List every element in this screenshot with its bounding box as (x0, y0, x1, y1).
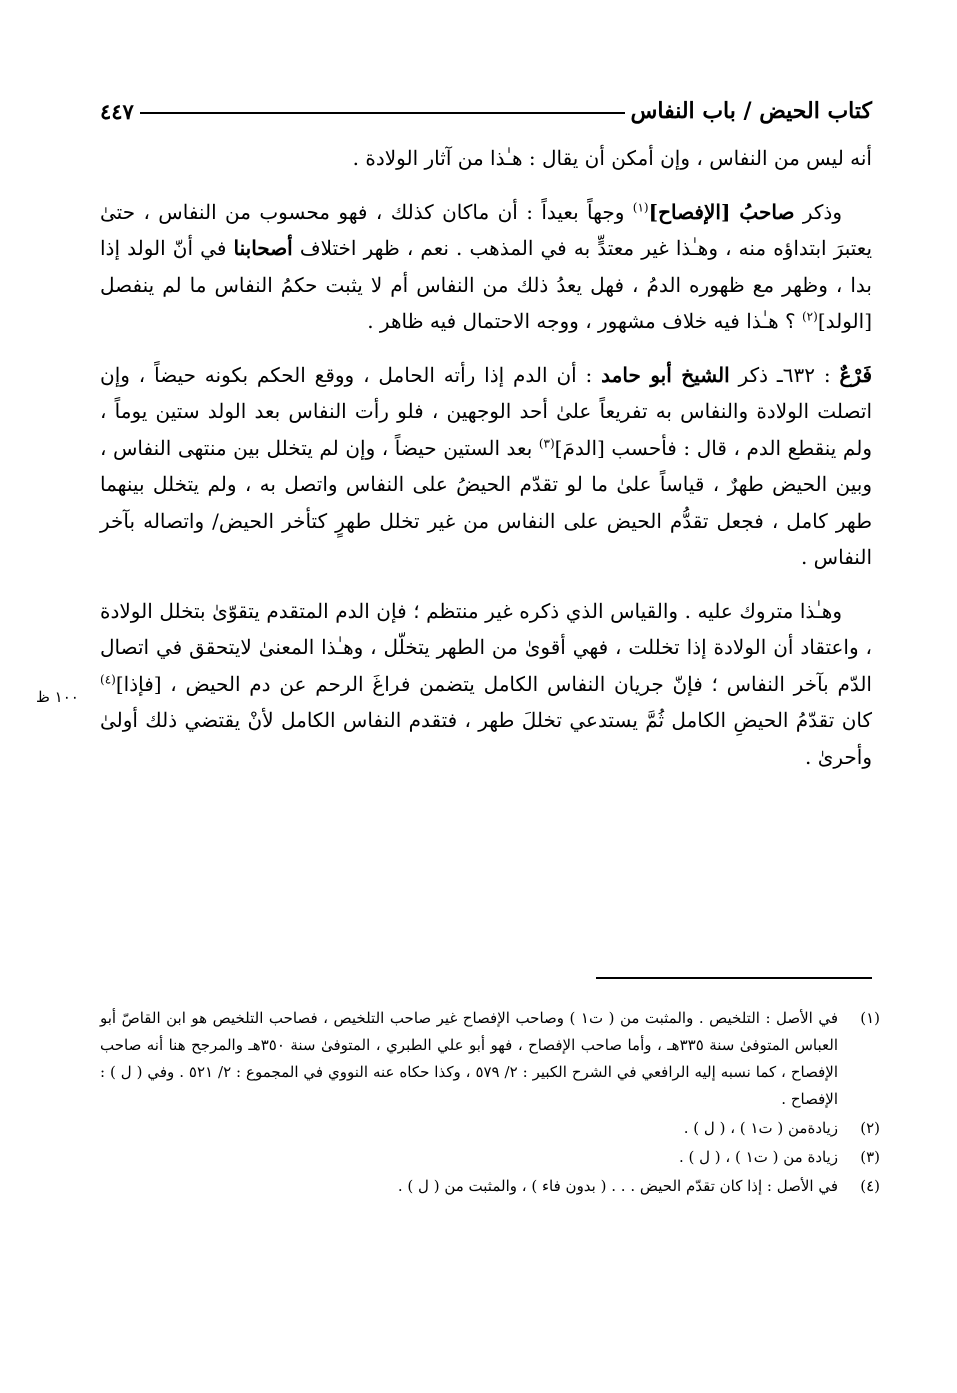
p2-bold-author: صاحبُ [الإفصاح] (648, 199, 795, 224)
p2-text-c: وجهاً بعيداً : أن ماكان كذلك ، فهو محسوب من النفاس ، حتىٰ يعتبرَ ابتداؤه منه ، وهـٰذا غير معتدٍّ به في المذهب . نعم ، ظهر اختلاف (100, 199, 873, 260)
paragraph-1 (100, 140, 872, 177)
p2-text-a: وذكر (794, 199, 842, 224)
footnote-text: زيادةمن ( ت١ ) ، ( ل ) . (683, 1119, 838, 1137)
footnote-1 (100, 1005, 880, 1113)
p2-text-f: ؟ هـٰذا فيه خلاف مشهور ، ووجه الاحتمال فيه ظاهر . (367, 309, 802, 333)
footnote-4 (100, 1173, 880, 1200)
p4-text-a: وهـٰذا متروك عليه . والقياس الذي ذكره غير منتظم ؛ فإن الدم المتقدم يتقوّىٰ بتخلل الولادة ، واعتقاد أن الولادة إذا تخللت ، فهي أقوىٰ من الطهر يتخلّل ، وهـٰذا المعنىٰ لايتحقق في اتصال الدّم بآخر النفاس ؛ فإنّ جريان النفاس الكامل يتضمن فراغَ الرحم عن دم الحيض ، [فإذا] (100, 598, 872, 696)
footnote-2 (100, 1115, 880, 1142)
header-rule (140, 112, 625, 114)
footnote-separator (596, 977, 872, 979)
far-marker: فَرْعٌ (839, 362, 872, 387)
margin-folio-note: ١٠٠ ظ (36, 688, 79, 706)
p2-text-e: في أنّ الولد إذا بدا ، وظهر مع ظهوره الدمُ ، فهل يعدُ ذلك من النفاس أم لا يثبت حكمُ النفاس ما لم ينفصل [الولد] (100, 236, 872, 333)
page-header (100, 88, 872, 124)
footnote-number: (٢) (860, 1119, 880, 1137)
paragraph-2 (100, 194, 872, 340)
footnote-ref-1: (١) (632, 199, 649, 214)
paragraph-1-text: أنه ليس من النفاس ، وإن أمكن أن يقال : هـٰذا من آثار الولادة . (352, 146, 872, 170)
footnote-text: في الأصل : التلخيص . والمثبت من ( ت١ ) وصاحب الإفصاح غير صاحب التلخيص ، فصاحب التلخيص هو ابن القاصّ أبو العباس المتوفىٰ سنة ٣٣٥هـ ، وأما صاحب الإفصاح ، فهو أبو علي الطبري ، المتوفىٰ سنة ٣٥٠هـ والمرجح هنا أنه صاحب الإفصاح ، كما نسبه إليه الرافعي في الشرح الكبير : ٢/ ٥٧٩ ، وكذا حكاه عنه النووي في المجموع : ٢/ ٥٢١ . وفي ( ل ) : الإفصاح . (100, 1009, 839, 1108)
footnote-number: (١) (860, 1009, 880, 1027)
footnote-number: (٣) (860, 1148, 880, 1166)
footnote-ref-3: (٣) (538, 435, 555, 450)
p4-text-b: كان تقدّمُ الحيضِ الكامل ثُمَّ يستدعي تخللَ طهر ، فتقدم النفاس الكامل لأنْ يقتضي ذلك أولىٰ وأحرىٰ . (100, 708, 872, 769)
p3-bold-shaykh: الشيخ أبو حامد (601, 362, 730, 387)
p3-text-d: بعد الستين حيضاً ، وإن لم يتخلل بين منتهى النفاس ، وبين الحيض طهرٌ ، قياساً علىٰ ما لو تقدّم الحيضُ على النفاس واتصل به ، ولم يتخلل بينهما طهر كامل ، فجعل تقدُّم الحيض على النفاس من غير تخلل طهرٍ كتأخر الحيض/ واتصاله بآخر النفاس . (100, 435, 872, 569)
page-number: ٤٤٧ (100, 99, 134, 124)
running-title: كتاب الحيض / باب النفاس (630, 98, 872, 124)
footnote-ref-2: (٢) (801, 309, 818, 324)
p3-text-a: : ٦٣٢ـ ذكر (729, 362, 840, 387)
footnotes (100, 1005, 880, 1202)
main-text (100, 140, 872, 792)
footnote-3 (100, 1144, 880, 1171)
footnote-ref-4: (٤) (100, 671, 116, 686)
paragraph-3 (100, 357, 872, 576)
paragraph-4 (100, 593, 872, 776)
p2-bold-companions: أصحابنا (233, 236, 293, 260)
footnote-text: في الأصل : إذا كان تقدّم الحيض . . . ( بدون فاء ) ، والمثبت من ( ل ) . (397, 1177, 838, 1195)
footnote-text: زيادة من ( ت١ ) ، ( ل ) . (678, 1148, 838, 1166)
p3-text-c: : أن الدم إذا رأته الحامل ، ووقع الحكم بكونه حيضاً ، وإن اتصلت الولادة والنفاس به تفريعاً علىٰ أحد الوجهين ، فلو رأت النفاس بعد الولد ستين يوماً ، ولم ينقطع الدم ، قال : فأحسب [الدمَ] (100, 362, 872, 460)
footnote-number: (٤) (860, 1177, 880, 1195)
